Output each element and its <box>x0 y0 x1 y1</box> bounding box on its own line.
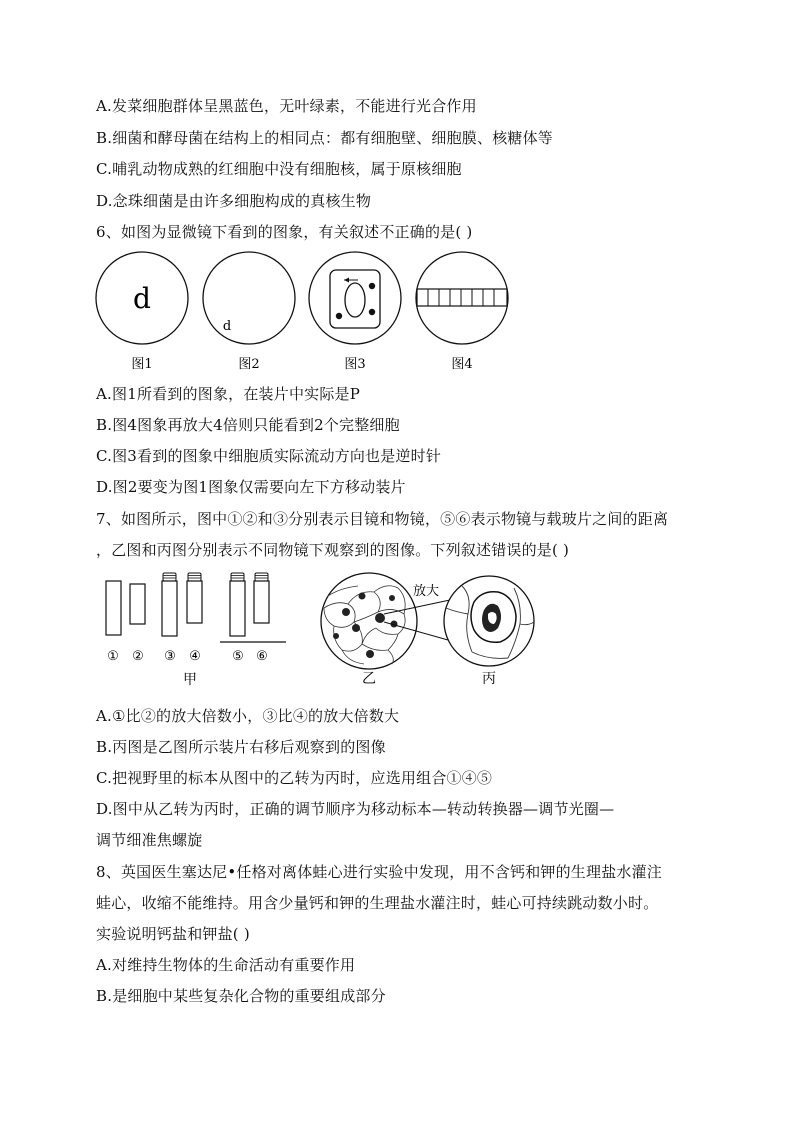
fig3-vacuole <box>345 283 365 317</box>
fig3-chloroplast <box>369 309 375 315</box>
eyepiece-2 <box>130 584 145 624</box>
fig2-letter: d <box>222 319 232 334</box>
objective-4 <box>187 581 202 623</box>
fig-jia-caption: 甲 <box>183 672 197 688</box>
q7-stem-line1: 7、如图所示，图中①②和③分别表示目镜和物镜，⑤⑥表示物镜与载玻片之间的距离 <box>96 510 669 528</box>
eyepiece-1 <box>106 581 121 635</box>
objective-3-cap <box>163 573 176 581</box>
q7-stem-line2: ，乙图和丙图分别表示不同物镜下观察到的图像。下列叙述错误的是( ) <box>96 541 570 559</box>
fig2-field-circle <box>203 252 295 344</box>
q8-option-a: A.对维持生物体的生命活动有重要作用 <box>96 956 356 974</box>
label-3: ③ <box>164 649 176 664</box>
q8-stem-line1: 8、英国医生塞达尼•任格对离体蛙心进行实验中发现，用不含钙和钾的生理盐水灌注 <box>96 863 662 881</box>
fig1-caption: 图1 <box>131 357 153 372</box>
objective-5-cap <box>231 573 244 581</box>
fig-bing-caption: 丙 <box>482 671 496 687</box>
fig3-arrow-head <box>344 278 349 283</box>
q7-option-b: B.丙图是乙图所示装片右移后观察到的图像 <box>96 738 386 756</box>
magnify-label: 放大 <box>412 584 440 599</box>
fig-yi-caption: 乙 <box>362 671 376 687</box>
fig3-field-circle <box>309 252 401 344</box>
q7-option-d: D.图中从乙转为丙时，正确的调节顺序为移动标本—转动转换器—调节光圈— <box>96 800 615 818</box>
fig3-cell <box>330 270 380 328</box>
label-4: ④ <box>189 649 201 664</box>
q5-option-b: B.细菌和酵母菌在结构上的相同点：都有细胞壁、细胞膜、核糖体等 <box>96 129 553 147</box>
q5-option-a: A.发菜细胞群体呈黑蓝色，无叶绿素，不能进行光合作用 <box>96 97 477 115</box>
fig3-caption: 图3 <box>344 357 366 372</box>
q7-lens-and-view-figures <box>96 566 546 692</box>
q7-option-d-continued: 调节细准焦螺旋 <box>96 831 203 849</box>
label-2: ② <box>132 649 144 664</box>
objective-6 <box>254 581 269 623</box>
fig3-chloroplast <box>369 283 375 289</box>
q5-option-d: D.念珠细菌是由许多细胞构成的真核生物 <box>96 192 372 210</box>
objective-4-cap <box>188 573 201 581</box>
objective-5 <box>230 581 245 636</box>
q6-option-d: D.图2要变为图1图象仅需要向左下方移动装片 <box>96 478 406 496</box>
fig3-chloroplast <box>336 313 342 319</box>
q6-option-c: C.图3看到的图象中细胞质实际流动方向也是逆时针 <box>96 447 442 465</box>
label-1: ① <box>107 649 119 664</box>
q7-option-a: A.①比②的放大倍数小，③比④的放大倍数大 <box>96 707 400 725</box>
q6-option-a: A.图1所看到的图象，在装片中实际是P <box>96 385 361 403</box>
label-5: ⑤ <box>232 649 244 664</box>
fig2-caption: 图2 <box>238 357 260 372</box>
q8-stem-line2: 蛙心，收缩不能维持。用含少量钙和钾的生理盐水灌注时，蛙心可持续跳动数小时。 <box>96 894 659 912</box>
fig1-letter: d <box>133 282 151 315</box>
q8-option-b: B.是细胞中某些复杂化合物的重要组成部分 <box>96 987 386 1005</box>
objective-6-cap <box>255 573 268 581</box>
q6-stem: 6、如图为显微镜下看到的图象，有关叙述不正确的是( ) <box>96 223 473 241</box>
q6-option-b: B.图4图象再放大4倍则只能看到2个完整细胞 <box>96 416 400 434</box>
q6-microscope-figures <box>92 250 512 374</box>
fig4-caption: 图4 <box>451 357 473 372</box>
q7-option-c: C.把视野里的标本从图中的乙转为丙时，应选用组合①④⑤ <box>96 769 493 787</box>
objective-3 <box>162 581 177 636</box>
q8-stem-line3: 实验说明钙盐和钾盐( ) <box>96 925 250 943</box>
label-6: ⑥ <box>256 649 268 664</box>
q5-option-c: C.哺乳动物成熟的红细胞中没有细胞核，属于原核细胞 <box>96 160 462 178</box>
